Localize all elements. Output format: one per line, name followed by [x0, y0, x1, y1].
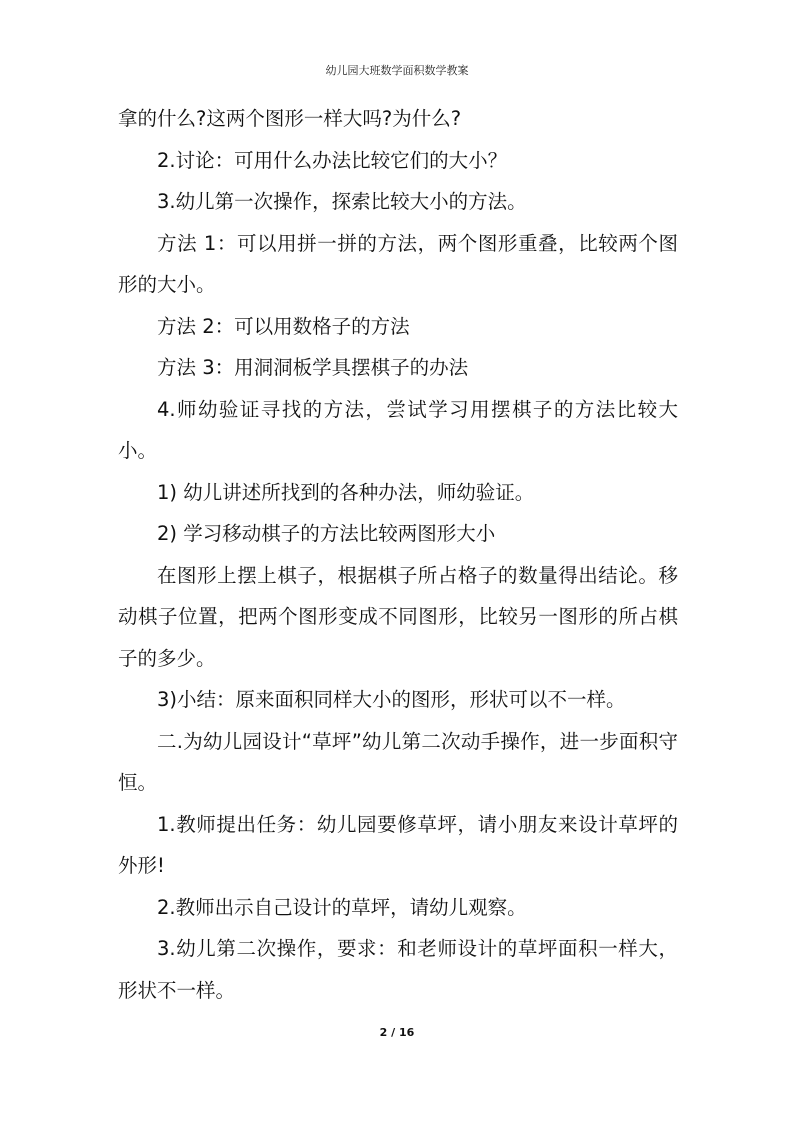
page-header: 幼儿园大班数学面积数学教案 — [325, 64, 469, 77]
paragraph-5: 方法 2：可以用数格子的方法 — [157, 314, 410, 338]
paragraph-2: 2.讨论：可用什么办法比较它们的大小？ — [157, 148, 508, 172]
paragraph-13: 1.教师提出任务：幼儿园要修草坪，请小朋友来设计草坪的外形! — [118, 812, 678, 877]
paragraph-15: 3.幼儿第二次操作，要求：和老师设计的草坪面积一样大，形状不一样。 — [118, 937, 678, 1002]
paragraph-10: 在图形上摆上棋子，根据棋子所占格子的数量得出结论。移动棋子位置，把两个图形变成不同图形，比较另一图形的所占棋子的多少。 — [118, 563, 678, 670]
paragraph-12: 二.为幼儿园设计“草坪”幼儿第二次动手操作，进一步面积守恒。 — [118, 729, 678, 794]
paragraph-14: 2.教师出示自己设计的草坪，请幼儿观察。 — [157, 895, 527, 919]
paragraph-1: 拿的什么?这两个图形一样大吗?为什么? — [118, 107, 462, 130]
paragraph-6: 方法 3：用洞洞板学具摆棋子的办法 — [157, 356, 469, 379]
paragraph-4: 方法 1：可以用拼一拼的方法，两个图形重叠，比较两个图形的大小。 — [118, 231, 678, 296]
page-number: 2 / 16 — [379, 1026, 415, 1039]
paragraph-9: 2) 学习移动棋子的方法比较两图形大小 — [157, 522, 496, 545]
paragraph-3: 3.幼儿第一次操作，探索比较大小的方法。 — [157, 190, 527, 213]
paragraph-8: 1) 幼儿讲述所找到的各种办法，师幼验证。 — [157, 480, 535, 504]
paragraph-11: 3)小结：原来面积同样大小的图形，形状可以不一样。 — [157, 688, 626, 711]
document-body — [118, 98, 678, 1011]
paragraph-7: 4.师幼验证寻找的方法，尝试学习用摆棋子的方法比较大小。 — [118, 397, 678, 462]
